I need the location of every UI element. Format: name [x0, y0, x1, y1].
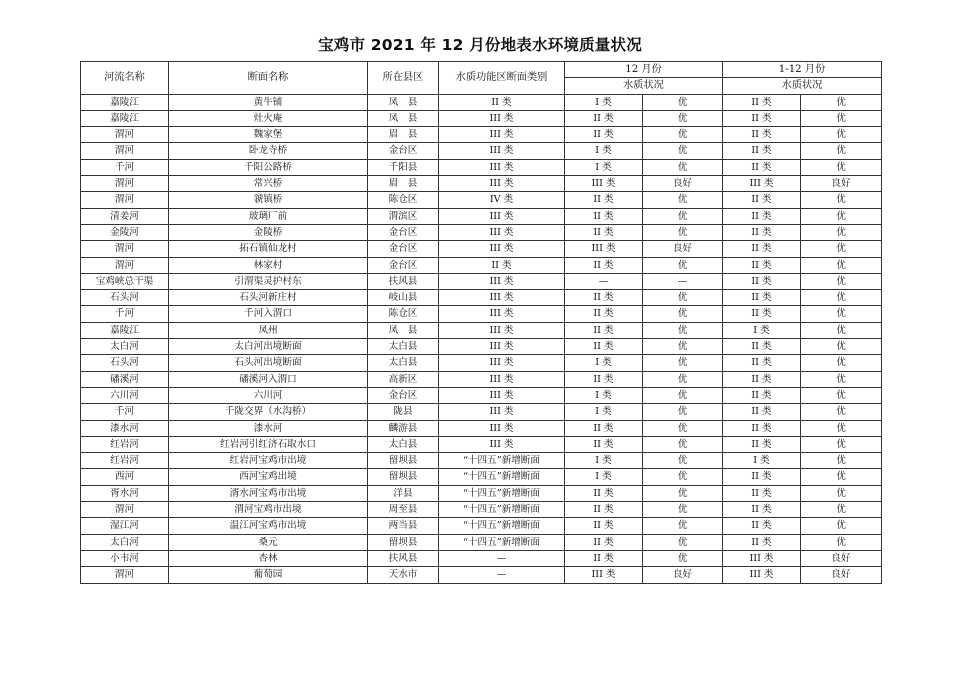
cell-ytd-status: 优	[801, 159, 882, 175]
cell-river: 磻溪河	[81, 371, 169, 387]
cell-ytd-class: II 类	[723, 208, 801, 224]
table-row	[81, 192, 882, 208]
cell-month-status: 优	[643, 453, 723, 469]
cell-river: 红岩河	[81, 453, 169, 469]
cell-section: 渭河宝鸡市出境	[169, 502, 368, 518]
table-row	[81, 290, 882, 306]
table-row	[81, 355, 882, 371]
cell-section: 常兴桥	[169, 176, 368, 192]
cell-section: 林家村	[169, 257, 368, 273]
cell-section: 温江河宝鸡市出境	[169, 518, 368, 534]
cell-section: 虢镇桥	[169, 192, 368, 208]
cell-ytd-class: II 类	[723, 306, 801, 322]
cell-ytd-status: 优	[801, 290, 882, 306]
cell-function-class: IV 类	[439, 192, 565, 208]
cell-month-status: 优	[643, 502, 723, 518]
cell-ytd-status: 良好	[801, 567, 882, 583]
cell-month-status: 优	[643, 355, 723, 371]
cell-river: 千河	[81, 159, 169, 175]
cell-county: 天水市	[368, 567, 439, 583]
cell-month-status: 优	[643, 192, 723, 208]
cell-function-class: III 类	[439, 273, 565, 289]
cell-river: 渭河	[81, 241, 169, 257]
header-section: 断面名称	[169, 62, 368, 95]
cell-function-class: —	[439, 567, 565, 583]
table-row	[81, 387, 882, 403]
cell-river: 千河	[81, 404, 169, 420]
cell-section: 引渭渠灵护村东	[169, 273, 368, 289]
cell-month-status: 优	[643, 371, 723, 387]
table-row	[81, 241, 882, 257]
cell-month-class: II 类	[565, 306, 643, 322]
cell-month-status: 优	[643, 436, 723, 452]
cell-ytd-status: 良好	[801, 550, 882, 566]
cell-function-class: III 类	[439, 143, 565, 159]
cell-month-status: 优	[643, 257, 723, 273]
cell-ytd-status: 优	[801, 224, 882, 240]
cell-month-status: 优	[643, 306, 723, 322]
table-row	[81, 469, 882, 485]
cell-month-status: 优	[643, 143, 723, 159]
cell-function-class: III 类	[439, 306, 565, 322]
table-row	[81, 436, 882, 452]
cell-function-class: II 类	[439, 257, 565, 273]
cell-month-class: I 类	[565, 143, 643, 159]
cell-section: 红岩河引红济石取水口	[169, 436, 368, 452]
cell-month-status: 优	[643, 159, 723, 175]
cell-ytd-class: II 类	[723, 110, 801, 126]
table-row	[81, 567, 882, 583]
cell-month-class: III 类	[565, 176, 643, 192]
cell-ytd-class: II 类	[723, 159, 801, 175]
cell-month-class: II 类	[565, 534, 643, 550]
table-row	[81, 453, 882, 469]
cell-ytd-class: II 类	[723, 192, 801, 208]
cell-month-status: 优	[643, 322, 723, 338]
cell-ytd-status: 优	[801, 273, 882, 289]
cell-county: 太白县	[368, 355, 439, 371]
cell-ytd-status: 优	[801, 94, 882, 110]
cell-river: 嘉陵江	[81, 110, 169, 126]
cell-section: 石头河新庄村	[169, 290, 368, 306]
cell-month-class: III 类	[565, 567, 643, 583]
cell-section: 拓石镇仙龙村	[169, 241, 368, 257]
cell-month-status: —	[643, 273, 723, 289]
cell-county: 留坝县	[368, 453, 439, 469]
cell-county: 金台区	[368, 257, 439, 273]
cell-county: 太白县	[368, 436, 439, 452]
table-row	[81, 550, 882, 566]
cell-river: 渭河	[81, 127, 169, 143]
cell-river: 小韦河	[81, 550, 169, 566]
table-row	[81, 371, 882, 387]
cell-ytd-class: I 类	[723, 322, 801, 338]
table-row	[81, 176, 882, 192]
cell-county: 扶风县	[368, 550, 439, 566]
cell-county: 眉 县	[368, 127, 439, 143]
table-row	[81, 127, 882, 143]
table-row	[81, 485, 882, 501]
cell-month-class: II 类	[565, 485, 643, 501]
water-quality-table	[80, 61, 882, 584]
cell-county: 眉 县	[368, 176, 439, 192]
table-row	[81, 306, 882, 322]
cell-month-status: 优	[643, 127, 723, 143]
cell-function-class: III 类	[439, 290, 565, 306]
cell-river: 石头河	[81, 290, 169, 306]
cell-ytd-class: II 类	[723, 257, 801, 273]
cell-month-class: I 类	[565, 469, 643, 485]
cell-month-status: 优	[643, 518, 723, 534]
cell-county: 周至县	[368, 502, 439, 518]
header-ytd-group: 1-12 月份	[723, 62, 882, 78]
cell-function-class: III 类	[439, 355, 565, 371]
cell-ytd-status: 优	[801, 208, 882, 224]
cell-ytd-status: 优	[801, 436, 882, 452]
cell-ytd-status: 优	[801, 257, 882, 273]
table-body	[81, 94, 882, 583]
header-river: 河流名称	[81, 62, 169, 95]
cell-ytd-status: 优	[801, 306, 882, 322]
header-function-class: 水质功能区断面类别	[439, 62, 565, 95]
cell-function-class: III 类	[439, 339, 565, 355]
cell-county: 陈仓区	[368, 192, 439, 208]
cell-river: 嘉陵江	[81, 322, 169, 338]
cell-ytd-class: II 类	[723, 436, 801, 452]
table-row	[81, 143, 882, 159]
table-row	[81, 518, 882, 534]
cell-county: 洋县	[368, 485, 439, 501]
cell-county: 岐山县	[368, 290, 439, 306]
cell-month-status: 优	[643, 290, 723, 306]
cell-river: 石头河	[81, 355, 169, 371]
cell-ytd-status: 优	[801, 469, 882, 485]
cell-river: 渭河	[81, 192, 169, 208]
cell-ytd-class: I 类	[723, 453, 801, 469]
cell-function-class: III 类	[439, 224, 565, 240]
cell-ytd-status: 优	[801, 485, 882, 501]
cell-county: 高新区	[368, 371, 439, 387]
cell-month-class: I 类	[565, 404, 643, 420]
cell-month-class: II 类	[565, 110, 643, 126]
cell-month-status: 优	[643, 387, 723, 403]
cell-ytd-status: 优	[801, 502, 882, 518]
cell-month-class: —	[565, 273, 643, 289]
cell-month-class: II 类	[565, 436, 643, 452]
header-county: 所在县区	[368, 62, 439, 95]
cell-section: 杏林	[169, 550, 368, 566]
cell-section: 六川河	[169, 387, 368, 403]
cell-section: 玻璃厂前	[169, 208, 368, 224]
header-ytd-status: 水质状况	[723, 78, 882, 94]
cell-ytd-class: II 类	[723, 273, 801, 289]
cell-ytd-class: III 类	[723, 176, 801, 192]
cell-ytd-status: 优	[801, 534, 882, 550]
page-title: 宝鸡市 2021 年 12 月份地表水环境质量状况	[318, 36, 642, 54]
cell-ytd-status: 优	[801, 110, 882, 126]
cell-county: 凤 县	[368, 110, 439, 126]
cell-ytd-status: 良好	[801, 176, 882, 192]
cell-function-class: III 类	[439, 404, 565, 420]
cell-county: 渭滨区	[368, 208, 439, 224]
cell-county: 麟游县	[368, 420, 439, 436]
cell-function-class: “十四五”新增断面	[439, 485, 565, 501]
cell-month-class: II 类	[565, 127, 643, 143]
cell-section: 灶火庵	[169, 110, 368, 126]
cell-function-class: “十四五”新增断面	[439, 502, 565, 518]
cell-county: 扶风县	[368, 273, 439, 289]
cell-month-status: 良好	[643, 241, 723, 257]
cell-river: 渭河	[81, 143, 169, 159]
cell-river: 湿江河	[81, 518, 169, 534]
table-row	[81, 534, 882, 550]
cell-month-class: I 类	[565, 453, 643, 469]
cell-river: 六川河	[81, 387, 169, 403]
cell-section: 卧龙寺桥	[169, 143, 368, 159]
cell-function-class: II 类	[439, 94, 565, 110]
cell-function-class: III 类	[439, 208, 565, 224]
cell-month-class: II 类	[565, 518, 643, 534]
cell-ytd-class: II 类	[723, 224, 801, 240]
cell-month-status: 良好	[643, 176, 723, 192]
cell-river: 西河	[81, 469, 169, 485]
table-row	[81, 404, 882, 420]
cell-section: 太白河出境断面	[169, 339, 368, 355]
cell-month-status: 良好	[643, 567, 723, 583]
cell-county: 留坝县	[368, 534, 439, 550]
cell-ytd-class: II 类	[723, 339, 801, 355]
cell-function-class: III 类	[439, 241, 565, 257]
cell-section: 千陇交界（水沟桥）	[169, 404, 368, 420]
cell-month-status: 优	[643, 534, 723, 550]
cell-ytd-class: II 类	[723, 534, 801, 550]
cell-month-status: 优	[643, 550, 723, 566]
cell-ytd-status: 优	[801, 404, 882, 420]
cell-river: 渭河	[81, 176, 169, 192]
cell-section: 葡萄园	[169, 567, 368, 583]
cell-function-class: III 类	[439, 420, 565, 436]
cell-month-status: 优	[643, 485, 723, 501]
table-row	[81, 94, 882, 110]
cell-month-class: II 类	[565, 224, 643, 240]
cell-river: 千河	[81, 306, 169, 322]
cell-month-class: I 类	[565, 387, 643, 403]
table-row	[81, 420, 882, 436]
cell-river: 金陵河	[81, 224, 169, 240]
cell-county: 两当县	[368, 518, 439, 534]
table-row	[81, 257, 882, 273]
cell-month-class: II 类	[565, 208, 643, 224]
cell-ytd-class: II 类	[723, 143, 801, 159]
cell-ytd-class: II 类	[723, 469, 801, 485]
cell-month-class: II 类	[565, 322, 643, 338]
table-row	[81, 273, 882, 289]
cell-month-class: I 类	[565, 94, 643, 110]
table-row	[81, 110, 882, 126]
table-header	[81, 62, 882, 95]
cell-section: 黄牛铺	[169, 94, 368, 110]
cell-function-class: III 类	[439, 387, 565, 403]
cell-ytd-class: II 类	[723, 404, 801, 420]
cell-ytd-status: 优	[801, 518, 882, 534]
cell-river: 太白河	[81, 534, 169, 550]
cell-section: 千阳公路桥	[169, 159, 368, 175]
cell-ytd-status: 优	[801, 355, 882, 371]
cell-county: 金台区	[368, 143, 439, 159]
cell-function-class: “十四五”新增断面	[439, 518, 565, 534]
cell-month-class: II 类	[565, 371, 643, 387]
table-row	[81, 224, 882, 240]
cell-river: 渭河	[81, 502, 169, 518]
cell-ytd-class: II 类	[723, 290, 801, 306]
cell-river: 太白河	[81, 339, 169, 355]
cell-month-status: 优	[643, 420, 723, 436]
cell-function-class: III 类	[439, 436, 565, 452]
cell-ytd-class: III 类	[723, 550, 801, 566]
table-row	[81, 159, 882, 175]
cell-river: 宝鸡峡总干渠	[81, 273, 169, 289]
cell-county: 金台区	[368, 224, 439, 240]
cell-function-class: —	[439, 550, 565, 566]
cell-county: 金台区	[368, 241, 439, 257]
cell-ytd-class: II 类	[723, 485, 801, 501]
cell-ytd-status: 优	[801, 127, 882, 143]
cell-ytd-status: 优	[801, 241, 882, 257]
cell-county: 陈仓区	[368, 306, 439, 322]
cell-section: 湑水河宝鸡市出境	[169, 485, 368, 501]
cell-county: 凤 县	[368, 322, 439, 338]
cell-river: 漆水河	[81, 420, 169, 436]
cell-ytd-status: 优	[801, 143, 882, 159]
cell-month-class: I 类	[565, 159, 643, 175]
cell-month-class: II 类	[565, 420, 643, 436]
cell-ytd-status: 优	[801, 339, 882, 355]
cell-ytd-status: 优	[801, 322, 882, 338]
cell-river: 嘉陵江	[81, 94, 169, 110]
cell-county: 凤 县	[368, 94, 439, 110]
cell-river: 红岩河	[81, 436, 169, 452]
cell-ytd-status: 优	[801, 453, 882, 469]
cell-ytd-status: 优	[801, 420, 882, 436]
cell-ytd-status: 优	[801, 192, 882, 208]
cell-function-class: “十四五”新增断面	[439, 453, 565, 469]
cell-month-class: II 类	[565, 550, 643, 566]
cell-section: 桑元	[169, 534, 368, 550]
table-row	[81, 208, 882, 224]
cell-ytd-class: II 类	[723, 94, 801, 110]
cell-county: 留坝县	[368, 469, 439, 485]
cell-month-class: II 类	[565, 290, 643, 306]
cell-river: 胥水河	[81, 485, 169, 501]
cell-section: 红岩河宝鸡市出境	[169, 453, 368, 469]
cell-function-class: III 类	[439, 371, 565, 387]
cell-county: 千阳县	[368, 159, 439, 175]
cell-section: 漆水河	[169, 420, 368, 436]
cell-ytd-class: II 类	[723, 387, 801, 403]
cell-month-class: II 类	[565, 339, 643, 355]
cell-section: 魏家堡	[169, 127, 368, 143]
cell-section: 磻溪河入渭口	[169, 371, 368, 387]
cell-river: 渭河	[81, 567, 169, 583]
cell-month-class: I 类	[565, 355, 643, 371]
cell-river: 渭河	[81, 257, 169, 273]
cell-ytd-status: 优	[801, 387, 882, 403]
cell-month-status: 优	[643, 110, 723, 126]
header-month-status: 水质状况	[565, 78, 723, 94]
cell-month-class: II 类	[565, 192, 643, 208]
cell-ytd-class: II 类	[723, 371, 801, 387]
cell-section: 石头河出境断面	[169, 355, 368, 371]
cell-function-class: “十四五”新增断面	[439, 469, 565, 485]
cell-section: 西河宝鸡出境	[169, 469, 368, 485]
cell-function-class: “十四五”新增断面	[439, 534, 565, 550]
cell-month-status: 优	[643, 404, 723, 420]
cell-ytd-class: II 类	[723, 518, 801, 534]
cell-section: 凤州	[169, 322, 368, 338]
cell-county: 金台区	[368, 387, 439, 403]
cell-function-class: III 类	[439, 322, 565, 338]
cell-county: 太白县	[368, 339, 439, 355]
cell-river: 清姜河	[81, 208, 169, 224]
table-row	[81, 322, 882, 338]
cell-ytd-class: II 类	[723, 241, 801, 257]
cell-month-status: 优	[643, 339, 723, 355]
cell-section: 千河入渭口	[169, 306, 368, 322]
cell-county: 陇县	[368, 404, 439, 420]
cell-function-class: III 类	[439, 127, 565, 143]
cell-ytd-status: 优	[801, 371, 882, 387]
cell-ytd-class: II 类	[723, 420, 801, 436]
cell-month-status: 优	[643, 469, 723, 485]
header-month-group: 12 月份	[565, 62, 723, 78]
cell-function-class: III 类	[439, 176, 565, 192]
cell-function-class: III 类	[439, 110, 565, 126]
cell-month-class: III 类	[565, 241, 643, 257]
cell-ytd-class: II 类	[723, 127, 801, 143]
cell-month-status: 优	[643, 224, 723, 240]
cell-function-class: III 类	[439, 159, 565, 175]
cell-month-status: 优	[643, 208, 723, 224]
cell-ytd-class: III 类	[723, 567, 801, 583]
cell-ytd-class: II 类	[723, 502, 801, 518]
cell-month-class: II 类	[565, 257, 643, 273]
cell-month-status: 优	[643, 94, 723, 110]
table-row	[81, 339, 882, 355]
table-row	[81, 502, 882, 518]
cell-section: 金陵桥	[169, 224, 368, 240]
cell-ytd-class: II 类	[723, 355, 801, 371]
cell-month-class: II 类	[565, 502, 643, 518]
